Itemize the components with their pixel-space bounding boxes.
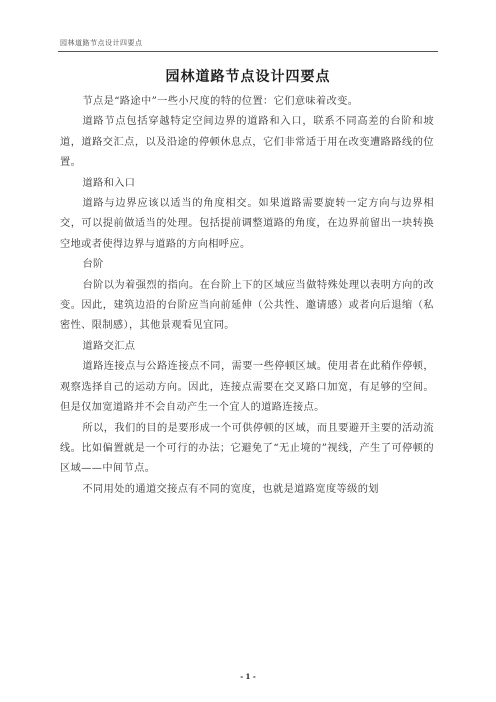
body-paragraph: 节点是“路途中”一些小尺度的特的位置：它们意味着改变。 [82, 96, 359, 107]
body-paragraph: 所以，我们的目的是要形成一个可供停顿的区域，而且要避开主要的活动流线。比如偏置就是一个可行的办法；它避免了“无止境的”视线，产生了可停顿的区域——中间节点。 [60, 422, 434, 475]
body-paragraph: 道路连接点与公路连接点不同，需要一些停顿区域。使用者在此稍作停顿，观察选择自己的运动方向。因此，连接点需要在交叉路口加宽，有足够的空间。但是仅加宽道路并不会自动产生一个宜人的道路连接点。 [60, 361, 434, 414]
page-number: - 1 - [240, 672, 256, 681]
body-paragraph: 不同用处的通道交接点有不同的宽度，也就是道路宽度等级的划 [82, 483, 379, 495]
header-divider [58, 51, 438, 52]
section-heading: 道路交汇点 [82, 340, 136, 352]
document-body [60, 92, 434, 500]
document-title: 园林道路节点设计四要点 [165, 69, 331, 85]
running-header: 园林道路节点设计四要点 [60, 39, 143, 47]
body-paragraph: 道路与边界应该以适当的角度相交。如果道路需要旋转一定方向与边界相交，可以提前做适当的处理。包括提前调整道路的角度，在边界前留出一块转换空地或者使得边界与道路的方向相呼应。 [60, 198, 434, 250]
body-paragraph: 道路节点包括穿越特定空间边界的道路和入口，联系不同高差的台阶和坡道，道路交汇点，以及沿途的停顿休息点，它们非常适于用在改变遭路路线的位置。 [60, 116, 434, 169]
section-heading: 道路和入口 [82, 177, 136, 189]
body-paragraph: 台阶以为着强烈的指向。在台阶上下的区域应当做特殊处理以表明方向的改变。因此，建筑边沿的台阶应当向前延伸（公共性、邀请感）或者向后退缩（私密性、限制感），其他景观看见宜同。 [60, 279, 434, 332]
section-heading: 台阶 [82, 259, 104, 271]
